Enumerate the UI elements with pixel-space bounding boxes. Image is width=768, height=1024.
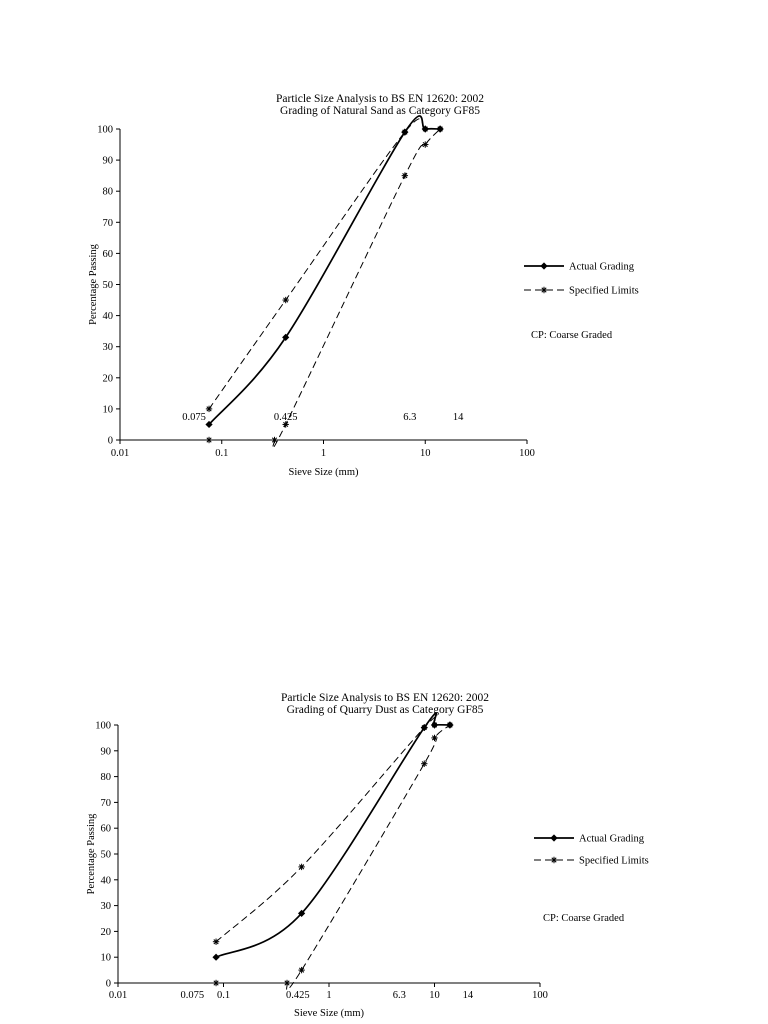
y-tick-label: 40 bbox=[102, 311, 113, 323]
y-tick-label: 60 bbox=[100, 823, 111, 835]
y-tick-label: 10 bbox=[102, 404, 113, 416]
legend-label: Specified Limits bbox=[569, 285, 639, 297]
y-tick-label: 10 bbox=[100, 952, 111, 964]
series-line-specified-limits bbox=[216, 716, 450, 941]
annotation-text: CP: Coarse Graded bbox=[531, 330, 613, 341]
y-tick-label: 80 bbox=[102, 186, 113, 198]
sieve-size-label: 0.425 bbox=[273, 411, 298, 423]
data-point-specified-limits bbox=[206, 406, 212, 412]
sieve-size-label: 14 bbox=[462, 990, 474, 1001]
sieve-size-label: 6.3 bbox=[403, 411, 417, 423]
sieve-size-label: 0.075 bbox=[182, 411, 206, 423]
y-axis-label: Percentage Passing bbox=[86, 813, 97, 895]
sieve-size-label: 6.3 bbox=[392, 990, 406, 1001]
legend-marker-star bbox=[551, 857, 557, 863]
x-tick-label: 0.01 bbox=[110, 448, 130, 459]
data-point-specified-limits bbox=[402, 172, 408, 178]
data-point-specified-limits bbox=[421, 761, 427, 767]
legend-marker-diamond bbox=[540, 262, 547, 269]
legend bbox=[534, 834, 649, 867]
y-tick-label: 20 bbox=[102, 373, 113, 385]
chart-quarry-dust-svg bbox=[0, 680, 768, 1024]
y-tick-label: 90 bbox=[100, 746, 111, 758]
data-point-specified-limits bbox=[431, 735, 437, 741]
series-line-specified-limits bbox=[273, 129, 440, 448]
legend-label: Actual Grading bbox=[579, 833, 645, 845]
x-tick-label: 10 bbox=[429, 990, 440, 1001]
y-tick-label: 50 bbox=[102, 280, 113, 291]
x-tick-label: 1 bbox=[326, 990, 332, 1001]
data-point-specified-limits bbox=[206, 437, 212, 443]
series-line-actual-grading bbox=[216, 713, 450, 957]
data-point-specified-limits bbox=[284, 980, 290, 986]
x-tick-label: 10 bbox=[420, 448, 431, 459]
sieve-size-label: 0.075 bbox=[180, 990, 205, 1001]
y-tick-label: 30 bbox=[100, 901, 111, 913]
data-point-specified-limits bbox=[298, 864, 304, 870]
legend-label: Specified Limits bbox=[579, 855, 649, 867]
chart-natural-sand bbox=[0, 80, 768, 500]
y-tick-label: 40 bbox=[100, 875, 111, 887]
data-point-specified-limits bbox=[213, 980, 219, 986]
chart-title: Particle Size Analysis to BS EN 12620: 2002 bbox=[276, 93, 484, 105]
chart-title: Particle Size Analysis to BS EN 12620: 2002 bbox=[281, 692, 489, 704]
x-axis-label: Sieve Size (mm) bbox=[294, 1008, 364, 1019]
data-point-specified-limits bbox=[431, 722, 437, 728]
data-point-specified-limits bbox=[282, 297, 288, 303]
y-tick-label: 100 bbox=[97, 124, 113, 136]
x-tick-label: 100 bbox=[519, 448, 535, 459]
legend bbox=[524, 262, 639, 297]
x-tick-label: 100 bbox=[532, 990, 548, 1001]
data-point-specified-limits bbox=[447, 722, 453, 728]
sieve-size-label: 0.425 bbox=[285, 990, 310, 1001]
y-tick-label: 90 bbox=[102, 155, 113, 167]
y-tick-label: 70 bbox=[100, 797, 111, 809]
x-tick-label: 0.1 bbox=[216, 990, 231, 1001]
series-line-actual-grading bbox=[209, 116, 440, 424]
y-tick-label: 60 bbox=[102, 248, 113, 260]
chart-quarry-dust bbox=[0, 680, 768, 1024]
chart-subtitle: Grading of Quarry Dust as Category GF85 bbox=[286, 704, 484, 716]
y-tick-label: 0 bbox=[105, 978, 111, 990]
annotation-text: CP: Coarse Graded bbox=[543, 913, 625, 924]
legend-marker-star bbox=[541, 287, 547, 293]
data-point-specified-limits bbox=[213, 939, 219, 945]
series-line-specified-limits bbox=[209, 119, 440, 409]
chart-subtitle: Grading of Natural Sand as Category GF85 bbox=[280, 105, 480, 117]
legend-label: Actual Grading bbox=[569, 261, 635, 273]
y-tick-label: 100 bbox=[95, 720, 111, 732]
y-tick-label: 0 bbox=[107, 435, 113, 447]
y-tick-label: 30 bbox=[102, 342, 113, 354]
y-axis-label: Percentage Passing bbox=[88, 244, 99, 325]
x-tick-label: 0.01 bbox=[108, 990, 128, 1001]
legend-marker-diamond bbox=[550, 834, 557, 841]
y-tick-label: 20 bbox=[100, 926, 111, 938]
sieve-size-label: 14 bbox=[452, 411, 464, 423]
y-tick-label: 50 bbox=[100, 849, 111, 861]
chart-natural-sand-svg bbox=[0, 80, 768, 500]
x-tick-label: 1 bbox=[320, 448, 327, 459]
y-tick-label: 70 bbox=[102, 217, 113, 229]
y-tick-label: 80 bbox=[100, 772, 111, 784]
x-tick-label: 0.1 bbox=[215, 448, 229, 459]
x-axis-label: Sieve Size (mm) bbox=[288, 467, 359, 478]
data-point-actual-grading bbox=[212, 954, 219, 961]
data-point-specified-limits bbox=[298, 967, 304, 973]
